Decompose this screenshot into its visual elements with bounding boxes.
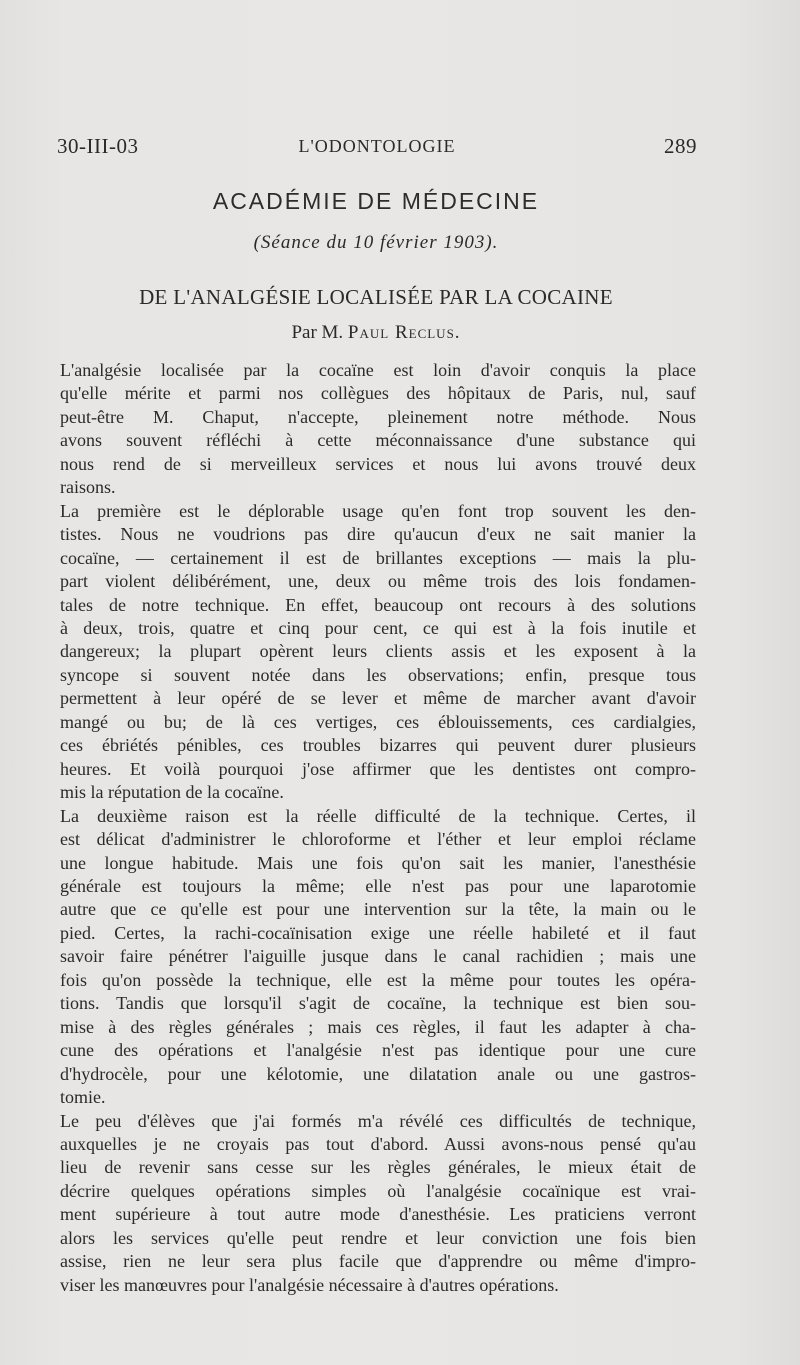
- text-line: ment supérieure à tout autre mode d'anesthésie. Les praticiens verront: [60, 1204, 696, 1225]
- text-line: est délicat d'administrer le chloroforme et l'éther et leur emploi réclame: [60, 829, 696, 850]
- text-line: lieu de revenir sans cesse sur les règles générales, le mieux était de: [60, 1157, 696, 1178]
- text-line: auxquelles je ne croyais pas tout d'abord. Aussi avons-nous pensé qu'au: [60, 1133, 696, 1154]
- text-line: avons souvent réfléchi à cette méconnaissance d'une substance qui: [60, 430, 696, 451]
- section-title: ACADÉMIE DE MÉDECINE: [212, 188, 540, 214]
- text-line: ces ébriétés pénibles, ces troubles bizarres qui peuvent durer plusieurs: [60, 735, 696, 756]
- header-date: 30-III-03: [57, 134, 139, 158]
- text-line: part violent délibérément, une, deux ou même trois des lois fondamen-: [60, 571, 696, 592]
- running-head: [57, 134, 697, 160]
- text-line: raisons.: [60, 477, 116, 498]
- text-line: savoir faire pénétrer l'aiguille jusque dans le canal rachidien ; mais une: [60, 946, 696, 967]
- text-line: viser les manœuvres pour l'analgésie nécessaire à d'autres opérations.: [60, 1274, 559, 1295]
- text-line: tales de notre technique. En effet, beaucoup ont recours à des solutions: [60, 594, 696, 615]
- paragraph: [60, 500, 696, 805]
- text-line: d'hydrocèle, pour une kélotomie, une dilatation anale ou une gastros-: [60, 1063, 696, 1084]
- text-line: syncope si souvent notée dans les observations; enfin, presque tous: [60, 664, 696, 685]
- text-line: heures. Et voilà pourquoi j'ose affirmer que les dentistes ont compro-: [60, 758, 696, 779]
- text-line: La deuxième raison est la réelle difficulté de la technique. Certes, il: [60, 805, 696, 826]
- paragraph: [60, 359, 696, 500]
- text-line: tions. Tandis que lorsqu'il s'agit de cocaïne, la technique est bien sou-: [60, 993, 696, 1014]
- author-name: Paul Reclus.: [347, 322, 461, 343]
- text-line: tistes. Nous ne voudrions pas dire qu'aucun d'eux ne sait manier la: [60, 524, 696, 545]
- text-line: fois qu'on possède la technique, elle est la même pour toutes les opéra-: [60, 969, 696, 990]
- text-line: nous rend de si merveilleux services et nous lui avons trouvé deux: [60, 453, 696, 474]
- text-line: Le peu d'élèves que j'ai formés m'a révélé ces difficultés de technique,: [60, 1110, 696, 1131]
- text-line: pied. Certes, la rachi-cocaïnisation exige une réelle habileté et il faut: [60, 922, 696, 943]
- text-line: mise à des règles générales ; mais ces règles, il faut les adapter à cha-: [60, 1016, 696, 1037]
- paragraph: [60, 1110, 696, 1298]
- session-date: (Séance du 10 février 1903).: [253, 232, 499, 253]
- text-line: alors les services qu'elle peut rendre et leur conviction une fois bien: [60, 1227, 696, 1248]
- text-line: mangé ou bu; de là ces vertiges, ces éblouissements, ces cardialgies,: [60, 711, 696, 732]
- paragraph: [60, 805, 696, 1110]
- article-body: [60, 359, 696, 1297]
- text-line: La première est le déplorable usage qu'en font trop souvent les den-: [60, 500, 696, 521]
- text-line: générale est toujours la même; elle n'est pas pour une laparotomie: [60, 875, 696, 896]
- author-prefix: Par M.: [291, 322, 344, 343]
- text-line: à deux, trois, quatre et cinq pour cent, ce qui est à la fois inutile et: [60, 617, 696, 638]
- article-title: DE L'ANALGÉSIE LOCALISÉE PAR LA COCAINE: [139, 285, 613, 309]
- header-page-number: 289: [664, 134, 697, 158]
- text-line: cune des opérations et l'analgésie n'est pas identique pour une cure: [60, 1040, 696, 1061]
- text-line: décrire quelques opérations simples où l'analgésie cocaïnique est vrai-: [60, 1180, 696, 1201]
- text-line: dangereux; la plupart opèrent leurs clients assis et les exposent à la: [60, 641, 696, 662]
- text-line: permettent à leur opéré de se lever et même de marcher avant d'avoir: [60, 688, 696, 709]
- text-line: qu'elle mérite et parmi nos collègues des hôpitaux de Paris, nul, sauf: [60, 383, 696, 404]
- text-line: autre que ce qu'elle est pour une intervention sur la tête, la main ou le: [60, 899, 696, 920]
- text-line: tomie.: [60, 1087, 106, 1108]
- author-line: [0, 322, 752, 344]
- text-line: assise, rien ne leur sera plus facile que d'apprendre ou même d'impro-: [60, 1251, 696, 1272]
- text-line: mis la réputation de la cocaïne.: [60, 782, 284, 803]
- text-line: une longue habitude. Mais une fois qu'on sait les manier, l'anesthésie: [60, 852, 696, 873]
- text-line: cocaïne, — certainement il est de brillantes exceptions — mais la plu-: [60, 547, 696, 568]
- text-line: L'analgésie localisée par la cocaïne est loin d'avoir conquis la place: [60, 360, 696, 380]
- header-journal-title: L'ODONTOLOGIE: [298, 136, 456, 156]
- text-line: peut-être M. Chaput, n'accepte, pleinement notre méthode. Nous: [60, 406, 696, 427]
